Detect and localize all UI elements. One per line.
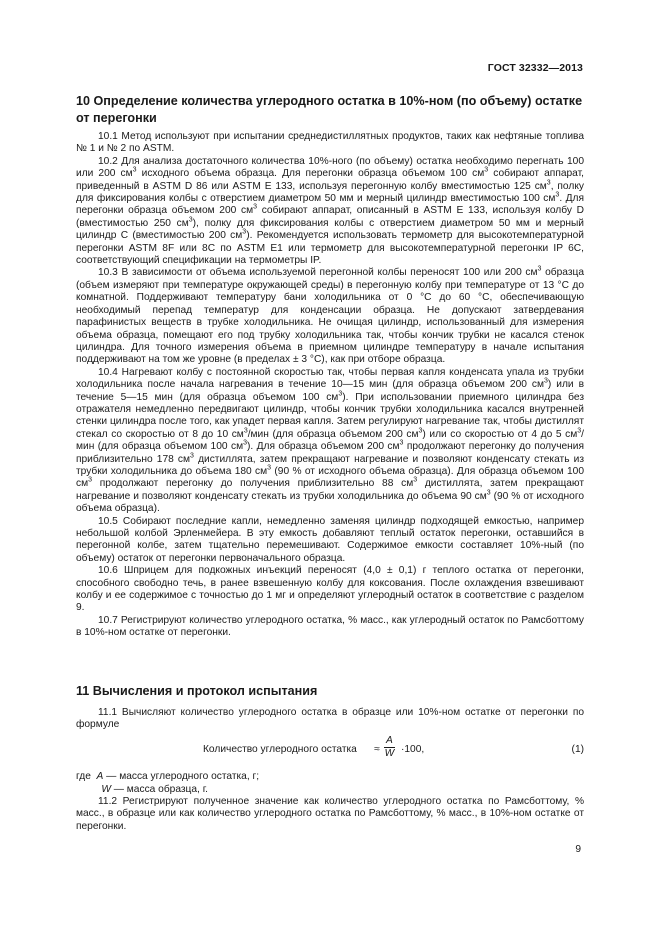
paragraph-10-7: 10.7 Регистрируют количество углеродного остатка, % масс., как углеродный остаток по Рамсботтому в 10%-ном остатке от перегонки. xyxy=(76,614,584,639)
section-10-title: 10 Определение количества углеродного остатка в 10%-ном (по объему) остатке от перегонки xyxy=(76,94,583,125)
formula-approx-sign: ≈ xyxy=(374,744,380,755)
formula-number: (1) xyxy=(571,744,584,755)
paragraph-10-2: 10.2 Для анализа достаточного количества 10%-ного (по объему) остатка необходимо перегнать 100 или 200 $см^3$ исходного объема образца. Для перегонки образца объемом 100 $см^3$ собирают аппарат, приведенный в ASTM D 86 или ASTM E 133, используя перегонную колбу вместимостью 125 $см^3$, полку для фиксирования колбы с отверстием диаметром 50 мм и мерный цилиндр вместимостью 100 $см^3$. Для перегонки образца объемом 200 $см^3$ собирают аппарат, описанный в ASTM E 133, используя колбу D (вместимостью 250 $см^3$), полку для фиксирования колбы с отверстием диаметром 50 мм и мерный цилиндр С (вместимостью 200 $см^3$). Рекомендуется использовать термометр для высокотемпературной перегонки ASTM 8F или 8С по ASTM E1 или термометр для высокотемпературной перегонки IP 6C, соответствующий спецификации на термометры IP. xyxy=(76,155,585,267)
section-11-title: 11 Вычисления и протокол испытания xyxy=(76,684,318,698)
paragraph-10-6: 10.6 Шприцем для подкожных инъекций переносят (4,0 ± 0,1) г теплого остатка от перегонки, способного свободно течь, в ранее взвешенную колбу для коксования. После охлаждения взвешивают колбу и ее содержимое с точностью до 1 мг и определяют углеродный остаток в соответствие с разделом 9. xyxy=(76,565,584,614)
paragraph-11-2: 11.2 Регистрируют полученное значение как количество углеродного остатка по Рамсботтому, % масс., в образце или как количество углеродного остатка по Рамсботтому, % масс., в 10%-ном остатке от перегонки. xyxy=(76,796,584,832)
paragraph-10-4: 10.4 Нагревают колбу с постоянной скоростью так, чтобы первая капля конденсата упала из трубки холодильника после начала нагревания в течение 10—15 мин (для образца объемом 200 $см^3$) или в течение 5—15 мин (для образца объемом 100 $см^3$). При использовании приемного цилиндра без отражателя немедленно передвигают цилиндр, чтобы кончик трубки холодильника касался внутренней стенки цилиндра после того, как упадет первая капля. Затем регулируют нагревание так, чтобы дистиллят стекал со скоростью от 8 до 10 $см^3$/мин (для образца объемом 200 $см^3$) или со скоростью от 4 до 5 $см^3$/мин (для образца объемом 100 $см^3$). Для образца объемом 200 $см^3$ продолжают перегонку до получения приблизительно 178 $см^3$ дистиллята, затем прекращают нагревание и позволяют конденсату стекать из трубки холодильника до объема 180 $см^3$ (90 % от исходного объема образца). Для образца объемом 100 $см^3$ продолжают перегонку до получения приблизительно 88 $см^3$ дистиллята, затем прекращают нагревание и позволяют конденсату стекать из трубки холодильника до объема 90 $см^3$ (90 % от исходного объема образца). xyxy=(76,366,585,515)
paragraph-10-5: 10.5 Собирают последние капли, немедленно заменяя цилиндр подходящей емкостью, например небольшой колбой Эрленмейера. В эту емкость добавляют теплый остаток перегонки, оставшийся в перегонной колбе, затем тщательно перемешивают. Содержимое емкости составляет 10%-ный (по объему) остаток от перегонки первоначального образца. xyxy=(76,515,584,564)
paragraph-10-1: 10.1 Метод используют при испытании среднедистиллятных продуктов, таких как нефтяные топлива № 1 и № 2 по ASTM. xyxy=(76,131,584,155)
section-10-body xyxy=(76,131,584,640)
variable-definitions xyxy=(76,770,259,796)
section-11-intro xyxy=(76,707,584,732)
formula-fraction xyxy=(384,735,395,760)
formula-numerator: A xyxy=(386,735,393,746)
definition-A: где A — масса углеродного остатка, г; xyxy=(76,771,260,782)
formula-tail: ·100, xyxy=(401,744,425,755)
formula-lhs: Количество углеродного остатка xyxy=(203,744,357,755)
standard-header: ГОСТ 32332—2013 xyxy=(487,62,583,74)
page-number: 9 xyxy=(575,844,581,855)
section-11-body xyxy=(76,796,584,833)
formula-1 xyxy=(76,735,584,765)
paragraph-10-3: 10.3 В зависимости от объема используемой перегонной колбы переносят 100 или 200 $см^3$ образца (объем измеряют при температуре окружающей среды) в перегонную колбу при температуре от 13 °С до комнатной. Поддерживают температуру бани холодильника от 0 °С до 60 °С, обеспечивающую необходимый перепад температур для конденсации образца. Не допускают затвердевания парафинистых веществ в трубке холодильника. Не очищая цилиндр, использованный для измерения объема образца, помещают его под трубку холодильника так, чтобы кончик трубки не касался стенок цилиндра. Для точного измерения объема в приемном цилиндре температуру в начале испытания поддерживают на том же уровне (в пределах ± 3 °С), как при отборе образца. xyxy=(76,266,584,366)
formula-denominator: W xyxy=(384,748,395,759)
paragraph-11-1: 11.1 Вычисляют количество углеродного остатка в образце или 10%-ном остатке от перегонки по формуле xyxy=(76,707,584,731)
definition-W: W — масса образца, г. xyxy=(101,784,209,795)
